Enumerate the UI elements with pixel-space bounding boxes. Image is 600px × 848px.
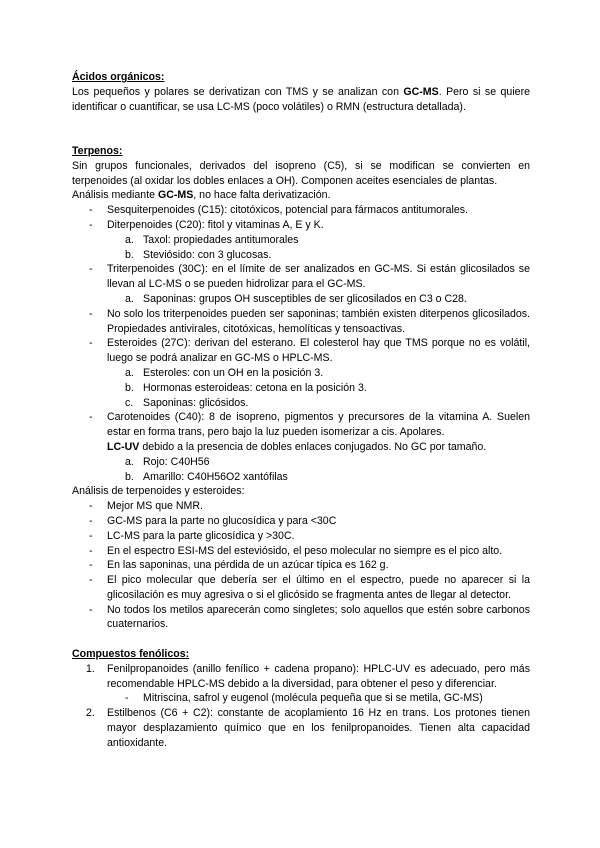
analysis-list	[72, 499, 530, 632]
list-item	[72, 514, 530, 529]
list-item-text: No todos los metilos aparecerán como singletes; solo aquellos que estén sobre carbonos cuaternarios.	[107, 603, 530, 631]
list-item-text: Mitriscina, safrol y eugenol (molécula pequeña que si se metila, GC-MS)	[143, 692, 483, 705]
sub-list-item	[72, 691, 530, 706]
numbered-item	[72, 662, 530, 692]
list-marker: -	[89, 218, 93, 231]
list-item	[72, 544, 530, 559]
list-item-text: Sesquiterpenoides (C15): citotóxicos, potencial para fármacos antitumorales.	[107, 204, 468, 217]
sub-list-item	[72, 381, 530, 396]
list-marker: a.	[125, 366, 134, 379]
list-item-text: Diterpenoides (C20): fitol y vitaminas A, E y K.	[107, 218, 324, 231]
sub-list-item	[72, 366, 530, 381]
sub-list-item	[72, 233, 530, 248]
list-item-text: El pico molecular que debería ser el último en el espectro, puede no aparecer si la glicosilación es muy agresiva o si el glicósido se fragmenta antes de llegar al detector.	[107, 574, 530, 601]
list-item-text: Esteroides (27C): derivan del esterano. El colesterol hay que TMS porque no es volátil, luego se podrá analizar en GC-MS o HPLC-MS.	[107, 337, 530, 365]
list-item-text: Carotenoides (C40): 8 de isopreno, pigmentos y precursores de la vitamina A. Suelen estar en forma trans, pero bajo la luz pueden isomerizar a cis. Apolares.	[107, 411, 530, 439]
list-item-text: Estilbenos (C6 + C2): constante de acoplamiento 16 Hz en trans. Los protones tienen mayor desplazamiento químico que en los fenilpropanoides. Tienen alta capacidad antioxidante.	[107, 707, 530, 749]
list-item	[72, 573, 530, 603]
list-item-text: Amarillo: C40H56O2 xantófilas	[143, 470, 288, 483]
list-marker: b.	[125, 381, 134, 394]
list-marker: -	[89, 544, 93, 557]
text-run: Análisis mediante	[72, 189, 158, 202]
list-item	[72, 558, 530, 573]
list-marker: -	[89, 263, 93, 276]
list-item	[72, 262, 530, 292]
list-item-text: Saponinas: grupos OH susceptibles de ser glicosilados en C3 o C28.	[143, 292, 467, 305]
list-item	[72, 499, 530, 514]
list-item	[72, 529, 530, 544]
sub-list-item	[72, 292, 530, 307]
list-marker: -	[89, 603, 93, 616]
list-marker: a.	[125, 455, 134, 468]
list-marker: 2.	[86, 707, 95, 720]
bold-text: LC-UV	[107, 440, 140, 453]
list-marker: a.	[125, 233, 134, 246]
list-marker: -	[89, 500, 93, 513]
list-item	[72, 603, 530, 633]
section-heading-acidos: Ácidos orgánicos:	[72, 71, 165, 83]
bold-text: GC-MS	[403, 85, 439, 98]
list-item	[72, 307, 530, 337]
list-item-text: Hormonas esteroideas: cetona en la posición 3.	[143, 381, 367, 394]
sub-list-item	[72, 455, 530, 470]
list-marker: c.	[125, 396, 134, 409]
document-page	[72, 70, 530, 751]
list-marker: -	[89, 559, 93, 572]
list-marker: b.	[125, 470, 134, 483]
text-run: , no hace falta derivatización.	[193, 189, 331, 202]
list-item	[72, 336, 530, 366]
paragraph-acidos	[72, 85, 530, 115]
carotenoides-lcuv-note	[72, 440, 530, 455]
list-marker: a.	[125, 292, 134, 305]
list-item	[72, 203, 530, 218]
numbered-item	[72, 706, 530, 750]
list-marker: -	[125, 692, 129, 705]
sub-list-item	[72, 396, 530, 411]
list-marker: 1.	[86, 662, 95, 675]
list-item	[72, 218, 530, 233]
list-item-text: LC-MS para la parte glicosídica y >30C.	[107, 529, 295, 542]
section-heading-fenolicos: Compuestos fenólicos:	[72, 648, 190, 661]
list-item-text: Saponinas: glicósidos.	[143, 396, 249, 409]
list-item-text: No solo los triterpenoides pueden ser saponinas; también existen diterpenos glicosilados. Propiedades antivirales, citotóxicas, hemolíticas y tensoactivas.	[107, 307, 530, 335]
list-item-text: En el espectro ESI-MS del esteviósido, el peso molecular no siempre es el pico alto.	[107, 544, 503, 557]
paragraph-analysis-terpenoides: Análisis de terpenoides y esteroides:	[72, 485, 245, 498]
list-item	[72, 410, 530, 440]
list-marker: -	[89, 514, 93, 527]
list-marker: -	[89, 411, 93, 424]
paragraph-terpenos-intro: Sin grupos funcionales, derivados del isopreno (C5), si se modifican se convierten en terpenoides (al oxidar los dobles enlaces a OH). Componen aceites esenciales de plantas.	[72, 159, 530, 187]
paragraph-terpenos-analysis	[72, 188, 530, 203]
list-item-text: Mejor MS que NMR.	[107, 500, 203, 513]
sub-list-item	[72, 248, 530, 263]
sub-list-item	[72, 470, 530, 485]
list-marker: -	[89, 204, 93, 217]
text-run: Los pequeños y polares se derivatizan con TMS y se analizan con	[72, 85, 404, 98]
list-item-text: Steviósido: con 3 glucosas.	[143, 248, 272, 261]
list-marker: -	[89, 307, 93, 320]
list-item-text: Esteroles: con un OH en la posición 3.	[143, 366, 324, 379]
list-item-text: Rojo: C40H56	[143, 455, 210, 468]
bold-text: GC-MS	[157, 189, 194, 202]
list-item-text: Fenilpropanoides (anillo fenílico + cadena propano): HPLC-UV es adecuado, pero más recomendable HPLC-MS debido a la diversidad, para obtener el peso y diferenciar.	[107, 662, 530, 690]
section-heading-terpenos: Terpenos:	[72, 144, 123, 157]
text-run: . Pero si se quiere identificar o cuantificar, se usa LC-MS (poco volátiles) o RMN (estructura detallada).	[72, 85, 530, 113]
list-item-text: GC-MS para la parte no glucosídica y para <30C	[107, 514, 337, 527]
text-run: debido a la presencia de dobles enlaces conjugados. No GC por tamaño.	[139, 440, 487, 453]
list-marker: -	[89, 574, 93, 587]
list-item-text: En las saponinas, una pérdida de un azúcar típica es 162 g.	[107, 559, 389, 572]
list-marker: b.	[125, 248, 134, 261]
list-marker: -	[89, 337, 93, 350]
list-marker: -	[89, 529, 93, 542]
list-item-text: Triterpenoides (30C): en el límite de ser analizados en GC-MS. Si están glicosilados se llevan al LC-MS o se pueden hidrolizar para el GC-MS.	[107, 263, 530, 291]
list-item-text: Taxol: propiedades antitumorales	[143, 233, 299, 246]
